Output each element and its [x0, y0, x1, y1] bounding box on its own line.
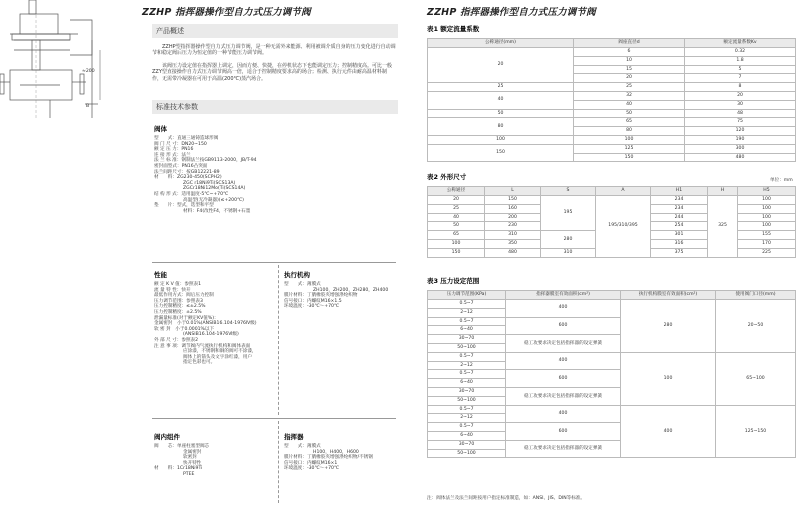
spec-line: 垫 片：型式，选型和平型	[154, 203, 214, 209]
table-cell: 230	[485, 222, 541, 231]
table-cell: 2~12	[428, 414, 506, 423]
table-cell: 48	[685, 109, 796, 118]
table-cell: 65~100	[716, 352, 796, 405]
table-cell: 40	[428, 91, 574, 109]
table-cell: 150	[485, 196, 541, 205]
table-cell: 20	[428, 48, 574, 83]
table-header: 额定流量系数Kv	[685, 39, 796, 48]
table-cell: 40	[428, 213, 485, 222]
table-cell: 稳工攻要求决定包括指挥器的设定弹簧	[506, 440, 621, 458]
valve-body-heading: 阀体	[154, 125, 167, 133]
spec-line: 材 料：ZG230-450(SCPH2)	[154, 175, 222, 181]
table-cell: 100	[621, 352, 716, 405]
table-cell: 480	[485, 248, 541, 257]
table-cell: 25	[428, 83, 574, 92]
table-cell: 225	[738, 248, 796, 257]
table-cell: 234	[651, 204, 708, 213]
spec-line: 额 定 压 力：PN16	[154, 147, 194, 153]
table-cell: 稳工攻要求决定包括指挥器的设定弹簧	[506, 387, 621, 405]
spec-line: 指定色彩也可。	[183, 360, 216, 366]
internals-specs	[154, 444, 209, 478]
table-cell: 15	[574, 65, 685, 74]
table-cell: 100	[428, 135, 574, 144]
table-cell: 50~100	[428, 343, 506, 352]
pilot-heading: 指挥器	[284, 433, 304, 441]
actuator-specs	[284, 282, 388, 310]
table-cell: 20~50	[716, 300, 796, 353]
table-cell: 0.5~7	[428, 370, 506, 379]
performance-heading: 性能	[154, 271, 167, 279]
table-header: 阀座直径d	[574, 39, 685, 48]
spec-line: ZGCr18Ni12Mo(Ti(SCS14A)	[183, 186, 246, 192]
table-cell: 254	[651, 222, 708, 231]
table-cell: 50	[574, 109, 685, 118]
table-cell: 30~70	[428, 387, 506, 396]
right-page-title: ZZHP 指挥器操作型自力式压力调节阀	[427, 7, 596, 18]
table-header: 执行机构膜室有效面积(cm²)	[621, 291, 716, 300]
table-cell: 100	[574, 135, 685, 144]
spec-line: 密封面型式：PN16凸突面	[154, 163, 208, 169]
table-cell: 150	[574, 153, 685, 162]
table-cell: 30	[685, 100, 796, 109]
spec-line: 高温型(无冷凝器)(≤+200℃)	[183, 197, 244, 203]
table-cell: 0.5~7	[428, 300, 506, 309]
table-cell: 195/310/395	[596, 196, 651, 258]
table-cell: 1.8	[685, 56, 796, 65]
table2-unit: 单位：mm	[770, 178, 793, 183]
table-cell: 20	[428, 196, 485, 205]
table-cell: 40	[574, 100, 685, 109]
table2	[427, 186, 796, 258]
actuator-heading: 执行机构	[284, 271, 310, 279]
internals-heading: 阀内组件	[154, 433, 180, 441]
table2-caption: 表2 外形尺寸	[427, 173, 467, 181]
spec-line: 应涂漆，不锈钢和铜的阀可不涂漆，	[183, 349, 257, 355]
table-cell: 0.5~7	[428, 423, 506, 432]
valve-body-specs	[154, 136, 257, 214]
table-header: 压力调节范围(KPa)	[428, 291, 506, 300]
spec-line: 膜片材料：丁腈橡胶夹增强涤纶织物/不锈钢	[284, 455, 373, 461]
table-cell: 65	[428, 231, 485, 240]
table-cell: 100	[738, 204, 796, 213]
overview-heading: 产品概述	[152, 24, 398, 38]
table-cell: 0.5~7	[428, 317, 506, 326]
column-divider	[278, 421, 279, 503]
table-cell: 150	[428, 144, 574, 162]
column-divider	[278, 265, 279, 415]
spec-line: 软 密 封 小于0.0001%以下	[154, 326, 215, 332]
spec-line: 金属密封	[183, 449, 202, 455]
table-header: 指挥器膜室有效面积(cm²)	[506, 291, 621, 300]
table-header: H5	[738, 187, 796, 196]
spec-line: 阀体上的箭头及文字涂红漆，用户	[183, 354, 252, 360]
table-cell: 25	[574, 83, 685, 92]
table-cell: 10	[574, 56, 685, 65]
table-cell: 6~40	[428, 379, 506, 388]
table-cell: 50~100	[428, 396, 506, 405]
table-cell: 125	[574, 144, 685, 153]
spec-line: 法兰间距尺寸：按GB12221-89	[154, 169, 220, 175]
spec-line: 快开特性	[183, 460, 202, 466]
spec-line: 法 兰 标 准：钢制法兰按GB9113-2000，JB/T-94	[154, 158, 257, 164]
table-cell: 200	[485, 213, 541, 222]
divider	[152, 262, 396, 263]
table-cell: 80	[574, 127, 685, 136]
table-header: H1	[651, 187, 708, 196]
spec-line: 结 构 形 式：适用温度-5℃~+70℃	[154, 191, 229, 197]
table-cell: 75	[685, 118, 796, 127]
table-cell: 480	[685, 153, 796, 162]
table-cell: 30~70	[428, 440, 506, 449]
spec-line: 阀 门 尺 寸：DN20~150	[154, 141, 207, 147]
spec-line: PTEE	[183, 471, 195, 477]
table-header: 公称通径	[428, 187, 485, 196]
spec-line: 最低作用方式：阀后压力控制	[154, 293, 214, 299]
spec-line: 信号接口：内螺纹M16×1.5	[284, 298, 342, 304]
table-header: 公称通径(mm)	[428, 39, 574, 48]
table-cell: 125~150	[716, 405, 796, 458]
table-cell: 25	[428, 204, 485, 213]
table-cell: 0.5~7	[428, 352, 506, 361]
table-cell: 155	[738, 231, 796, 240]
spec-line: 型 式：直通三通铸造球形阀	[154, 136, 219, 141]
table-cell: 100	[738, 222, 796, 231]
table-cell: 0.5~7	[428, 405, 506, 414]
table-cell: 20	[574, 74, 685, 83]
table-cell: 30~70	[428, 335, 506, 344]
table-cell: 316	[651, 239, 708, 248]
table-cell: 50	[428, 109, 574, 118]
table-cell: 65	[574, 118, 685, 127]
table-cell: 8	[685, 83, 796, 92]
table-cell: 190	[685, 135, 796, 144]
table-cell: 280	[621, 300, 716, 353]
table-cell: 稳工攻要求决定包括指挥器的设定弹簧	[506, 335, 621, 353]
spec-line: 压力控制精度：≤±2.5%	[154, 304, 206, 310]
table-cell: 5	[685, 65, 796, 74]
label-b: B	[86, 104, 90, 109]
table-header: 使用阀门口径(mm)	[716, 291, 796, 300]
spec-line: 注 意 事 项：调节阀内气流执行机构和阀体表面	[154, 343, 251, 349]
spec-line: 流 量 特 性：快开	[154, 287, 191, 293]
table-cell: 400	[506, 352, 621, 370]
table-cell: 375	[651, 248, 708, 257]
table-cell: 400	[506, 405, 621, 423]
table-cell: 32	[574, 91, 685, 100]
performance-specs	[154, 282, 257, 366]
spec-line: 压力调节范围：参照表3	[154, 298, 203, 304]
table-cell: 600	[506, 370, 621, 388]
spec-line: H100，H400，H600	[313, 449, 359, 455]
table-cell: 244	[651, 213, 708, 222]
table-cell: 600	[506, 317, 621, 335]
spec-line: 阀 芯：单座柱塞型阀芯	[154, 444, 210, 449]
table-cell: 2~12	[428, 308, 506, 317]
table-header: H	[708, 187, 738, 196]
table-cell: 170	[738, 239, 796, 248]
table-cell: 6~40	[428, 431, 506, 440]
spec-line: 环境温度：-30℃～+70℃	[284, 304, 340, 310]
table-cell: 120	[685, 127, 796, 136]
spec-line: 型 式：薄膜式	[284, 282, 321, 287]
spec-line: 外 部 尺 寸：参照表2	[154, 337, 199, 343]
table-cell: 50	[428, 222, 485, 231]
table-cell: 6~40	[428, 326, 506, 335]
table-cell: 300	[685, 144, 796, 153]
table-cell: 20	[685, 91, 796, 100]
table-cell: 280	[541, 231, 596, 249]
table-cell: 160	[485, 204, 541, 213]
table1	[427, 38, 796, 162]
table-cell: 2~12	[428, 361, 506, 370]
spec-line: 泄漏量标准(对于额定KV值%)：	[154, 315, 219, 321]
spec-line: 型 式：薄膜式	[284, 444, 321, 449]
table-cell: 234	[651, 196, 708, 205]
table-cell: 310	[485, 231, 541, 240]
table-cell: 350	[485, 239, 541, 248]
spec-line: 压力控制精度：±2.5%	[154, 309, 202, 315]
table-cell: 100	[738, 213, 796, 222]
table-cell: 100	[738, 196, 796, 205]
table-cell: 301	[651, 231, 708, 240]
table-cell: 325	[708, 196, 738, 258]
table-cell: 80	[428, 118, 574, 136]
overview-para1: ZZHP型指挥器操作型自力式压力调节阀，是一种无需外来能源、利用被调介质自身的压力变化进行自动调节和稳定阀后压力为恒定值的一种节能压力调节阀。	[152, 44, 396, 57]
spec-line: 材料：F4(改性F4，不锈钢+石墨	[183, 208, 251, 214]
valve-drawing	[0, 0, 112, 125]
table-cell: 195	[541, 196, 596, 231]
table-cell: 150	[428, 248, 485, 257]
spec-heading: 标准技术参数	[152, 100, 398, 114]
footnote: 注：阀体法兰及法兰间距按用户指定标准制造，如：ANSI、JIS、DIN等标准。	[427, 496, 586, 501]
pilot-specs	[284, 444, 373, 472]
table-header: L	[485, 187, 541, 196]
divider	[152, 418, 396, 419]
table-cell: 310	[541, 248, 596, 257]
left-page-title: ZZHP 指挥器操作型自力式压力调节阀	[142, 7, 311, 18]
spec-line: 环境温度：-30℃～+70℃	[284, 466, 340, 472]
dim-label: ≈200	[82, 69, 95, 74]
spec-line: 软密封	[183, 455, 197, 461]
spec-line: 膜片材料：丁腈橡胶夹增强涤纶织物	[284, 293, 358, 299]
spec-line: (ANSIB16.104-1976Ⅵ级)	[183, 332, 239, 338]
spec-line: ZGC r18Ni9Ti(SCS13A)	[183, 180, 236, 186]
spec-line: 额 定 K V 值：参照表1	[154, 282, 202, 287]
table-cell: 6	[574, 48, 685, 57]
table-cell: 100	[428, 239, 485, 248]
table1-caption: 表1 额定流量系数	[427, 25, 480, 33]
spec-line: 连 接 形 式：法兰	[154, 152, 191, 158]
table3	[427, 290, 796, 458]
table-cell: 50~100	[428, 449, 506, 458]
table-cell: 400	[621, 405, 716, 458]
table3-caption: 表3 压力设定范围	[427, 277, 480, 285]
overview-para2: 该阀压力设定值在指挥器上调定，因而方便、快捷，在停机状态下也能调定压力；控制精度高。可比一般ZZY型直接操作自力式压力调节阀高一倍，适合于控制精度要求高的场合；检测、执行元件由耐高温材料制作，无需带冷凝器在可用于高温(200℃)蒸汽场合。	[152, 63, 393, 82]
spec-line: ZH100，ZH200，ZH280，ZH400	[313, 287, 389, 293]
spec-line: 信号接口：内螺纹M16×1	[284, 460, 338, 466]
table-header: A	[596, 187, 651, 196]
table-cell: 7	[685, 74, 796, 83]
table-cell: 0.32	[685, 48, 796, 57]
spec-line: 材 料：1Cr18Ni9Ti	[154, 466, 203, 472]
table-header: S	[541, 187, 596, 196]
table-cell: 600	[506, 423, 621, 441]
spec-line: 金属密封 小于0.01%(ANSIB16.104-1976Ⅳ级)	[154, 321, 257, 327]
table-cell: 400	[506, 300, 621, 318]
